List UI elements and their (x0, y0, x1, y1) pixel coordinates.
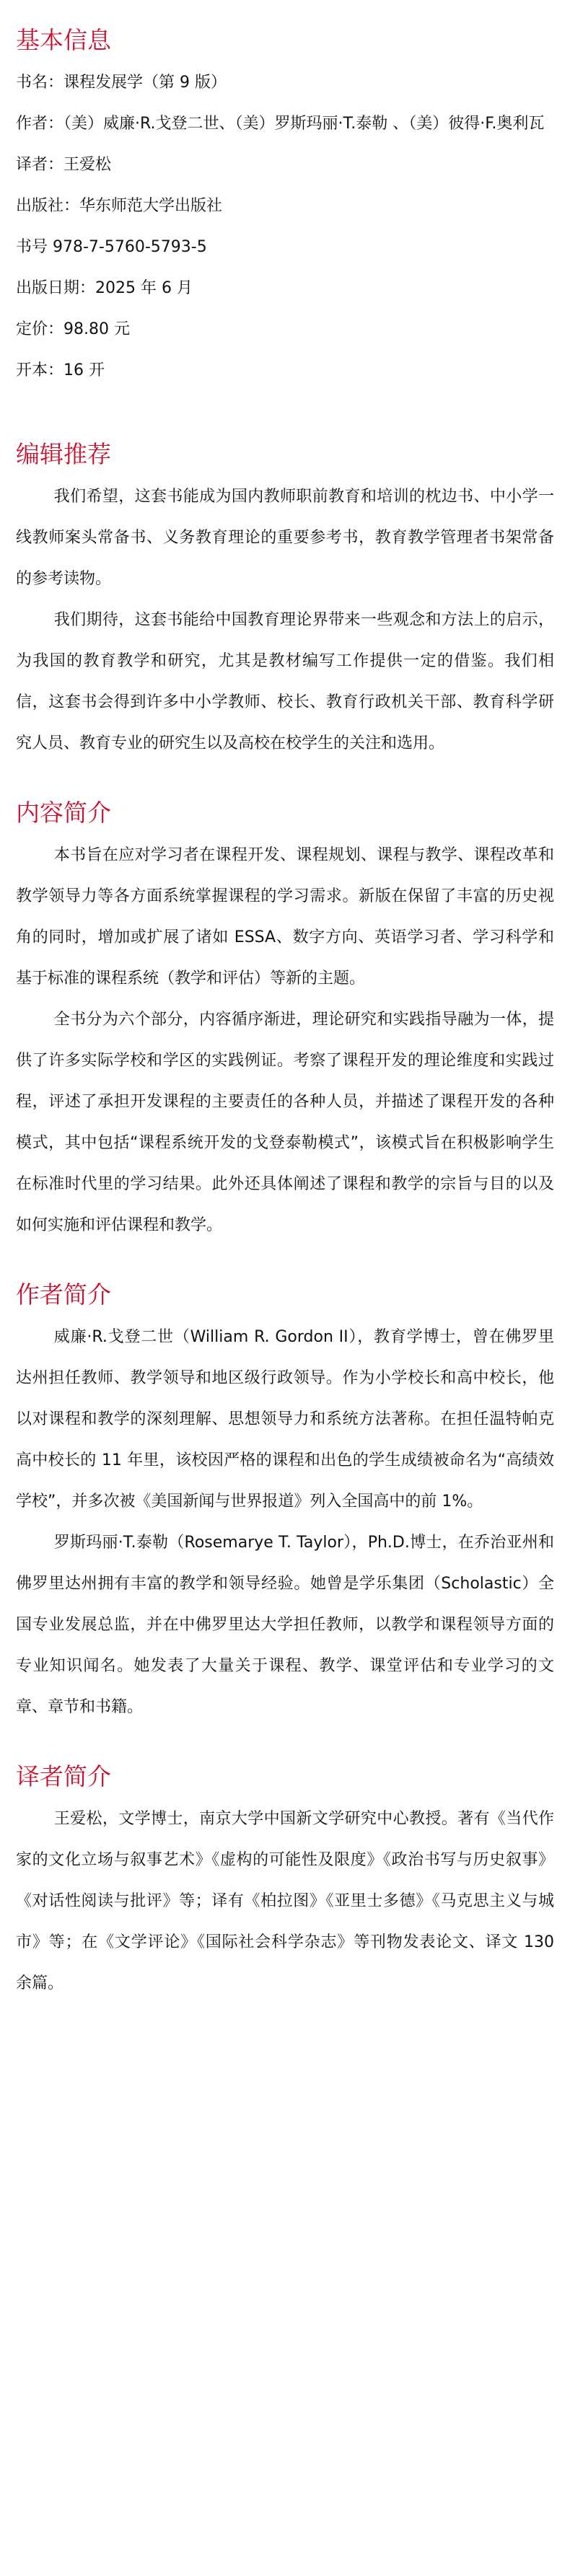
editor-recommendation-paragraph: 我们期待，这套书能给中国教育理论界带来一些观念和方法上的启示，为我国的教育教学和研究，尤其是教材编写工作提供一定的借鉴。我们相信，这套书会得到许多中小学教师、校长、教育行政机关干部、教育科学研究人员、教育专业的研究生以及高校在校学生的关注和选用。 (16, 611, 554, 752)
author-intro-section (16, 1273, 554, 1728)
book-pub-date: 出版日期：2025 年 6 月 (16, 279, 193, 297)
basic-info-heading: 基本信息 (16, 26, 111, 54)
basic-info-section (16, 19, 554, 391)
editor-recommendation-section (16, 433, 554, 764)
book-authors: 作者：（美）威廉·R.戈登二世、（美）罗斯玛丽·T.泰勒 、（美）彼得·F.奥利瓦 (16, 115, 545, 133)
book-title: 书名：课程发展学（第 9 版） (16, 74, 227, 92)
translator-intro-heading: 译者简介 (16, 1762, 111, 1790)
book-isbn: 书号 978-7-5760-5793-5 (16, 238, 207, 256)
translator-intro-section (16, 1755, 554, 2004)
author-intro-paragraph: 罗斯玛丽·T.泰勒（Rosemarye T. Taylor），Ph.D.博士，在乔治亚州和佛罗里达州拥有丰富的教学和领导经验。她曾是学乐集团（Scholastic）全国专业发展总监，并在中佛罗里达大学担任教师，以教学和课程领导方面的专业知识闻名。她发表了大量关于课程、教学、课堂评估和专业学习的文章、章节和书籍。 (16, 1534, 554, 1716)
translator-intro-paragraph: 王爱松，文学博士，南京大学中国新文学研究中心教授。著有《当代作家的文化立场与叙事艺术》《虚构的可能性及限度》《政治书写与历史叙事》《对话性阅读与批评》等；译有《柏拉图》《亚里士多德》《马克思主义与城市》等；在《文学评论》《国际社会科学杂志》等刊物发表论文、译文 130 余篇。 (16, 1810, 554, 1992)
author-intro-heading: 作者简介 (16, 1280, 111, 1309)
editor-recommendation-paragraph: 我们希望，这套书能成为国内教师职前教育和培训的枕边书、中小学一线教师案头常备书、义务教育理论的重要参考书，教育教学管理者书架常备的参考读物。 (16, 488, 554, 588)
content-summary-paragraph: 本书旨在应对学习者在课程开发、课程规划、课程与教学、课程改革和教学领导力等各方面系统掌握课程的学习需求。新版在保留了丰富的历史视角的同时，增加或扩展了诸如 ESSA、数字方向、英语学习者、学习科学和基于标准的课程系统（教学和评估）等新的主题。 (16, 846, 554, 988)
book-price: 定价：98.80 元 (16, 320, 130, 338)
book-format: 开本：16 开 (16, 361, 105, 379)
content-summary-section (16, 791, 554, 1246)
content-summary-heading: 内容简介 (16, 799, 111, 827)
editor-recommendation-heading: 编辑推荐 (16, 440, 111, 468)
author-intro-paragraph: 威廉·R.戈登二世（William R. Gordon II），教育学博士，曾在佛罗里达州担任教师、教学领导和地区级行政领导。作为小学校长和高中校长，他以对课程和教学的深刻理解、思想领导力和系统方法著称。在担任温特帕克高中校长的 11 年里，该校因严格的课程和出色的学生成绩被命名为“高绩效学校”，并多次被《美国新闻与世界报道》列入全国高中的前 1%。 (16, 1328, 554, 1511)
book-translator: 译者：王爱松 (16, 156, 112, 174)
book-publisher: 出版社：华东师范大学出版社 (16, 197, 223, 215)
content-summary-paragraph: 全书分为六个部分，内容循序渐进，理论研究和实践指导融为一体，提供了许多实际学校和学区的实践例证。考察了课程开发的理论维度和实践过程，评述了承担开发课程的主要责任的各种人员，并描述了课程开发的各种模式，其中包括“课程系统开发的戈登泰勒模式”，该模式旨在积极影响学生在标准时代里的学习结果。此外还具体阐述了课程和教学的宗旨与目的以及如何实施和评估课程和教学。 (16, 1011, 554, 1234)
